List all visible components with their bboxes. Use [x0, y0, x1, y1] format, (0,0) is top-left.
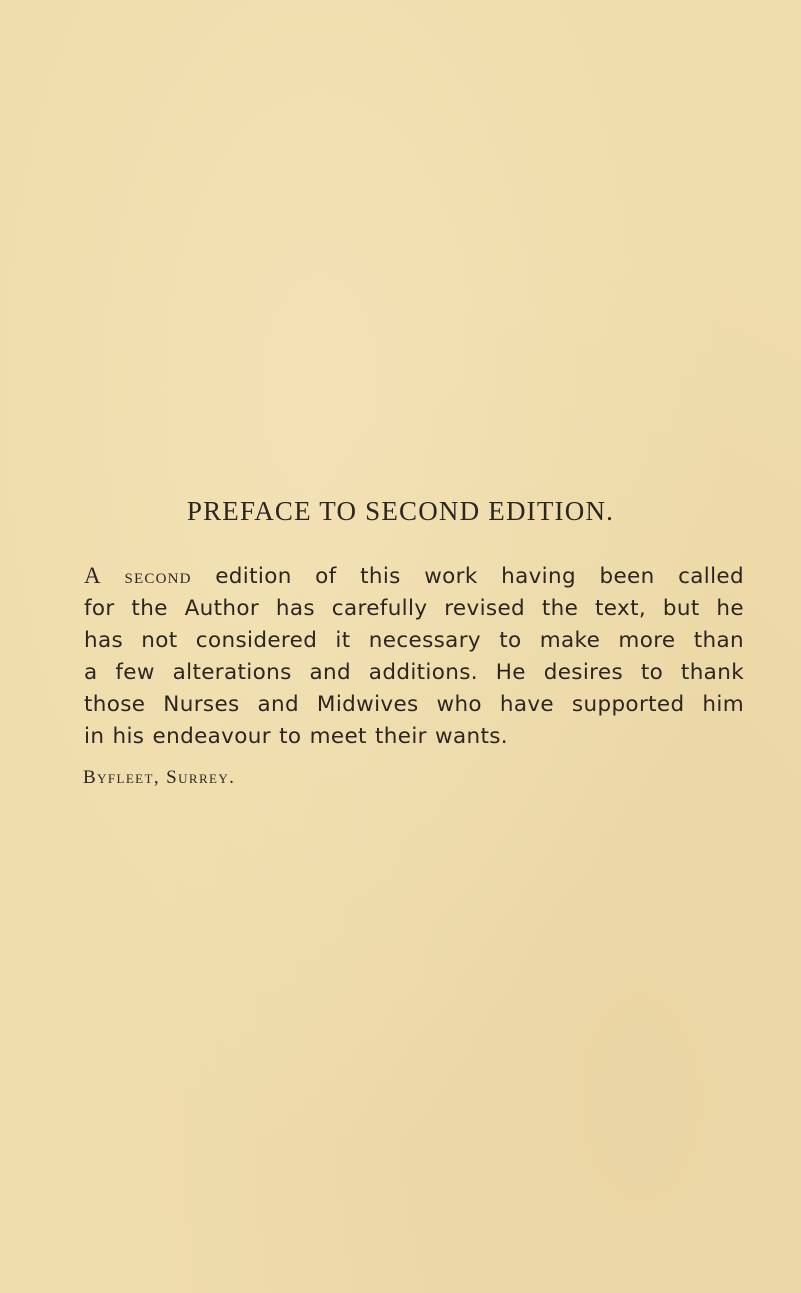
lead-small-caps: second — [124, 563, 192, 588]
paragraph-line-1 — [84, 560, 744, 593]
place-signature: Byfleet, Surrey. — [83, 767, 236, 788]
page-title: PREFACE TO SECOND EDITION. — [186, 496, 615, 526]
paragraph-line-4: a few alterations and additions. He desires to thank — [84, 660, 744, 685]
paragraph-line-6: in his endeavour to meet their wants. — [84, 724, 508, 749]
paragraph-line-2: for the Author has carefully revised the text, but he — [84, 596, 744, 621]
paragraph-line-5: those Nurses and Midwives who have supported him — [84, 692, 744, 717]
line-1-text: edition of this work having been called — [215, 564, 745, 589]
lead-initial: A — [84, 563, 101, 588]
paragraph-line-3: has not considered it necessary to make more than — [84, 628, 744, 653]
preface-paragraph — [84, 560, 744, 753]
